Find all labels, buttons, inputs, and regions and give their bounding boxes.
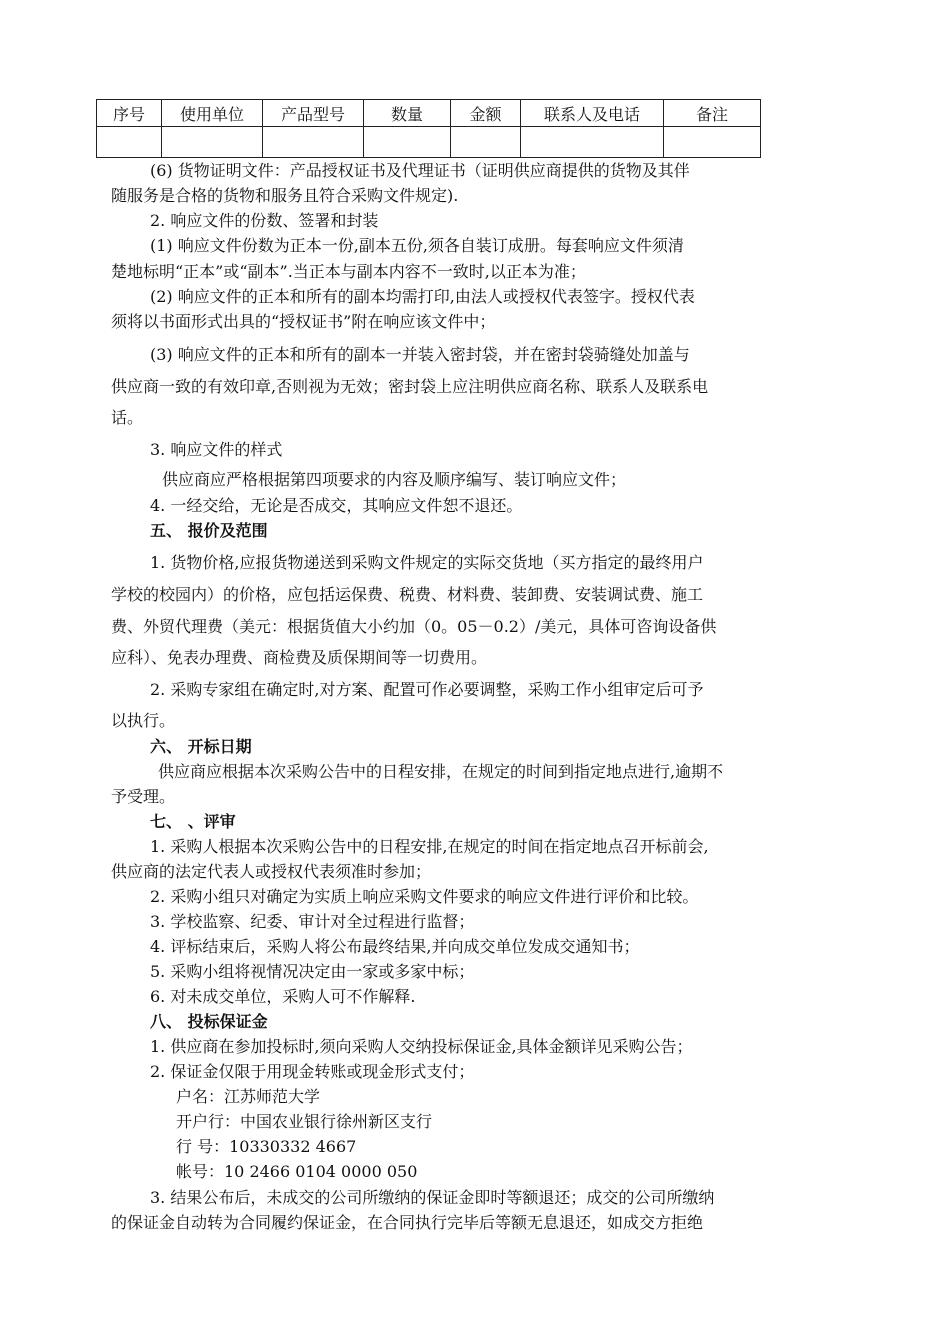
table-header-cell: 金额 bbox=[451, 100, 521, 127]
body-line: 4. 一经交给，无论是否成交，其响应文件恕不退还。 bbox=[150, 496, 523, 515]
body-line: 供应商应根据本次采购公告中的日程安排，在规定的时间到指定地点进行,逾期不 bbox=[158, 762, 724, 781]
table-cell bbox=[162, 127, 263, 158]
body-line: 6. 对未成交单位，采购人可不作解释. bbox=[150, 987, 416, 1006]
table-cell bbox=[364, 127, 451, 158]
section-heading: 七、 、评审 bbox=[150, 812, 236, 831]
body-line: 供应商的法定代表人或授权代表须准时参加； bbox=[111, 862, 432, 881]
body-line: 供应商应严格根据第四项要求的内容及顺序编写、装订响应文件； bbox=[162, 470, 627, 489]
body-line: 供应商一致的有效印章,否则视为无效；密封袋上应注明供应商名称、联系人及联系电 bbox=[111, 377, 709, 396]
body-line: 以执行。 bbox=[111, 711, 176, 730]
body-line: 5. 采购小组将视情况决定由一家或多家中标； bbox=[150, 962, 475, 981]
table-header-cell: 序号 bbox=[97, 100, 162, 127]
body-line: 予受理。 bbox=[111, 787, 176, 806]
body-line: 学校的校园内）的价格，应包括运保费、税费、材料费、装卸费、安装调试费、施工 bbox=[111, 585, 704, 604]
body-line: 随服务是合格的货物和服务且符合采购文件规定). bbox=[111, 186, 459, 205]
account-name-line: 户名：江苏师范大学 bbox=[176, 1087, 321, 1106]
table-header-cell: 数量 bbox=[364, 100, 451, 127]
table-header-cell: 使用单位 bbox=[162, 100, 263, 127]
section-heading: 八、 投标保证金 bbox=[150, 1012, 268, 1031]
table-cell bbox=[97, 127, 162, 158]
body-line: 须将以书面形式出具的“授权证书”附在响应该文件中； bbox=[111, 312, 496, 331]
body-line: 应科）、免表办理费、商检费及质保期间等一切费用。 bbox=[111, 648, 488, 667]
body-line: (2) 响应文件的正本和所有的副本均需打印,由法人或授权代表签字。授权代表 bbox=[150, 287, 695, 306]
procurement-table bbox=[96, 99, 761, 158]
table-cell bbox=[263, 127, 364, 158]
body-line: 1. 采购人根据本次采购公告中的日程安排,在规定的时间在指定地点召开标前会, bbox=[150, 837, 709, 856]
body-line: 费、外贸代理费（美元：根据货值大小约加（0。05－0.2）/美元，具体可咨询设备供 bbox=[111, 617, 717, 636]
body-line: 3. 学校监察、纪委、审计对全过程进行监督； bbox=[150, 912, 475, 931]
table-header-cell: 联系人及电话 bbox=[521, 100, 664, 127]
account-number-line: 帐号：10 2466 0104 0000 050 bbox=[176, 1162, 418, 1181]
table-cell bbox=[521, 127, 664, 158]
body-line: 的保证金自动转为合同履约保证金，在合同执行完毕后等额无息退还，如成交方拒绝 bbox=[111, 1213, 704, 1232]
body-line: 2. 保证金仅限于用现金转账或现金形式支付； bbox=[150, 1062, 475, 1081]
table-header-cell: 备注 bbox=[664, 100, 761, 127]
table-header-row bbox=[97, 100, 761, 127]
body-line: 3. 响应文件的样式 bbox=[150, 440, 283, 459]
section-heading: 六、 开标日期 bbox=[150, 737, 252, 756]
table-header-cell: 产品型号 bbox=[263, 100, 364, 127]
section-heading: 五、 报价及范围 bbox=[150, 521, 268, 540]
body-line: 楚地标明“正本”或“副本”.当正本与副本内容不一致时,以正本为准； bbox=[111, 262, 586, 281]
body-line: 3. 结果公布后，未成交的公司所缴纳的保证金即时等额退还；成交的公司所缴纳 bbox=[150, 1188, 715, 1207]
body-line: 1. 货物价格,应报货物递送到采购文件规定的实际交货地（买方指定的最终用户 bbox=[150, 553, 704, 572]
body-line: 4. 评标结束后，采购人将公布最终结果,并向成交单位发成交通知书； bbox=[150, 937, 640, 956]
table-cell bbox=[664, 127, 761, 158]
body-line: (1) 响应文件份数为正本一份,副本五份,须各自装订成册。每套响应文件须清 bbox=[150, 236, 684, 255]
bank-code-line: 行 号：10330332 4667 bbox=[176, 1137, 357, 1156]
table-cell bbox=[451, 127, 521, 158]
body-line: 话。 bbox=[111, 408, 144, 427]
body-line: 2. 采购专家组在确定时,对方案、配置可作必要调整，采购工作小组审定后可予 bbox=[150, 680, 704, 699]
table-row bbox=[97, 127, 761, 158]
body-line: 2. 采购小组只对确定为实质上响应采购文件要求的响应文件进行评价和比较。 bbox=[150, 887, 699, 906]
body-line: (3) 响应文件的正本和所有的副本一并装入密封袋，并在密封袋骑缝处加盖与 bbox=[150, 345, 690, 364]
body-line: 2. 响应文件的份数、签署和封装 bbox=[150, 211, 379, 230]
body-line: 1. 供应商在参加投标时,须向采购人交纳投标保证金,具体金额详见采购公告； bbox=[150, 1037, 693, 1056]
body-line: (6) 货物证明文件：产品授权证书及代理证书（证明供应商提供的货物及其伴 bbox=[150, 161, 690, 180]
bank-branch-line: 开户行：中国农业银行徐州新区支行 bbox=[176, 1112, 433, 1131]
